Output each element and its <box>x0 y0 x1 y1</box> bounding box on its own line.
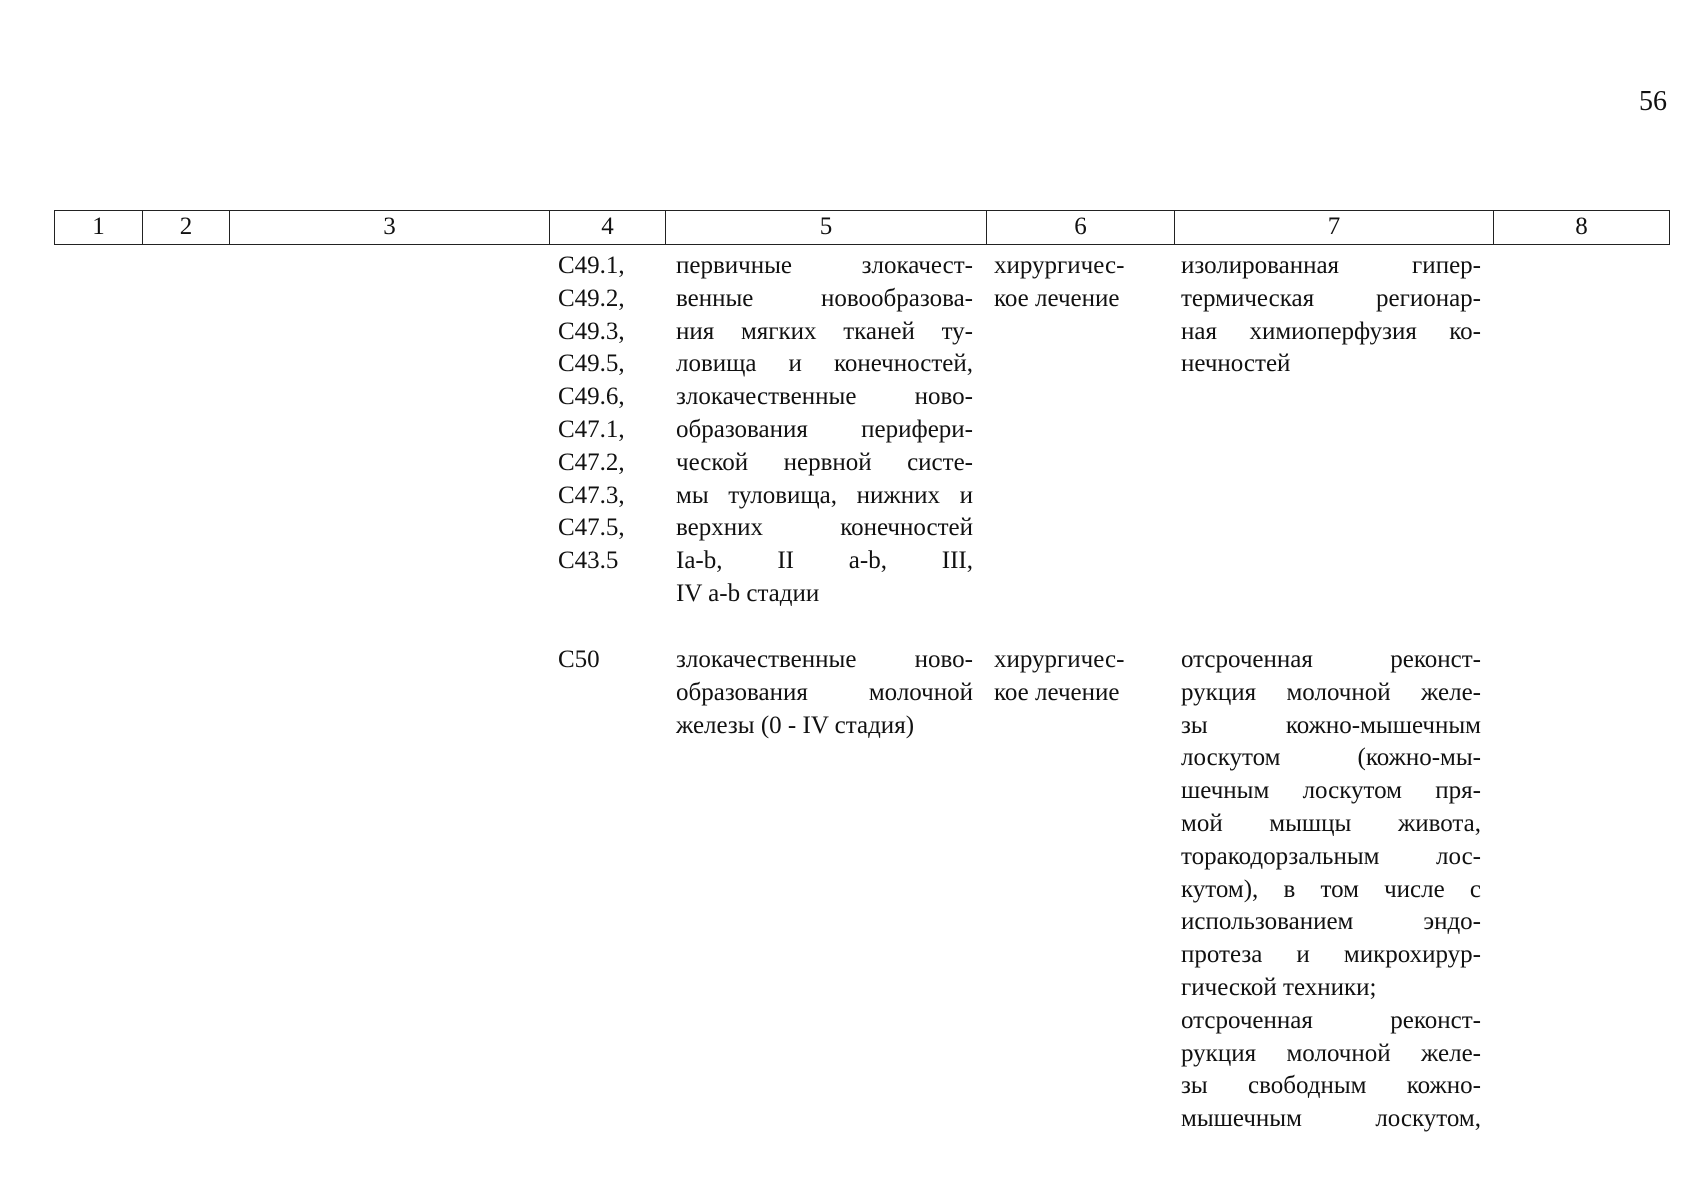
diagnosis-cell <box>676 250 973 611</box>
treatment-line: кое лечение <box>994 284 1120 312</box>
table-header-row <box>54 210 1670 245</box>
method-line: мышечным лоскутом, <box>1181 1105 1481 1133</box>
method-line: рукция молочной желе- <box>1181 1039 1481 1067</box>
icd-code: C47.1, <box>558 415 625 443</box>
method-line: лоскутом (кожно-мы- <box>1181 744 1481 772</box>
method-line: использованием эндо- <box>1181 908 1481 936</box>
diagnosis-cell <box>676 644 973 742</box>
diagnosis-line: железы (0 - IV стадия) <box>676 711 915 739</box>
icd-code: C43.5 <box>558 547 619 575</box>
icd-code: C49.6, <box>558 383 625 411</box>
method-line: протеза и микрохирур- <box>1181 941 1481 969</box>
column-number-6: 6 <box>986 211 1174 244</box>
column-number-2: 2 <box>142 211 229 244</box>
treatment-line: хирургичес- <box>994 646 1125 673</box>
icd-code: C49.2, <box>558 284 625 312</box>
method-cell <box>1181 644 1481 1136</box>
method-line: ная химиоперфузия ко- <box>1181 317 1481 345</box>
method-line: отсроченная реконст- <box>1181 1006 1481 1034</box>
icd-codes-cell <box>558 250 658 578</box>
method-line: кутом), в том числе с <box>1181 875 1481 903</box>
method-line: гической техники; <box>1181 973 1377 1001</box>
method-line: рукция молочной желе- <box>1181 678 1481 706</box>
icd-code: C47.2, <box>558 448 625 476</box>
method-line: нечностей <box>1181 350 1291 378</box>
icd-code: C49.3, <box>558 317 625 345</box>
method-line: отсроченная реконст- <box>1181 646 1481 673</box>
column-number-1: 1 <box>92 213 105 240</box>
diagnosis-line: ловища и конечностей, <box>676 350 973 378</box>
diagnosis-line: образования молочной <box>676 678 973 706</box>
treatment-cell <box>994 250 1160 316</box>
diagnosis-line: венные новообразова- <box>676 284 973 312</box>
method-line: термическая регионар- <box>1181 284 1481 312</box>
icd-code: C50 <box>558 646 600 673</box>
diagnosis-line: образования перифери- <box>676 415 973 443</box>
diagnosis-line: злокачественные ново- <box>676 646 973 673</box>
diagnosis-line: верхних конечностей <box>676 514 973 542</box>
method-line: мой мышцы живота, <box>1181 809 1481 837</box>
column-number-7: 7 <box>1174 211 1493 244</box>
method-line: изолированная гипер- <box>1181 252 1481 279</box>
icd-code: C47.3, <box>558 481 625 509</box>
page-number: 56 <box>1639 86 1667 117</box>
method-cell <box>1181 250 1481 381</box>
icd-code: C49.5, <box>558 350 625 378</box>
icd-code: C49.1, <box>558 252 625 279</box>
column-number-4: 4 <box>549 211 665 244</box>
method-line: торакодорзальным лос- <box>1181 842 1481 870</box>
method-line: шечным лоскутом пря- <box>1181 777 1481 805</box>
treatment-cell <box>994 644 1160 710</box>
method-line: зы кожно-мышечным <box>1181 711 1481 739</box>
diagnosis-line: злокачественные ново- <box>676 383 973 411</box>
method-line: зы свободным кожно- <box>1181 1072 1481 1100</box>
icd-codes-cell <box>558 644 658 677</box>
column-number-5: 5 <box>665 211 986 244</box>
diagnosis-line: ческой нервной систе- <box>676 448 973 476</box>
diagnosis-line: первичные злокачест- <box>676 252 973 279</box>
diagnosis-line: Ia-b, II a-b, III, <box>676 547 973 575</box>
column-number-3: 3 <box>229 211 549 244</box>
treatment-line: хирургичес- <box>994 252 1125 279</box>
diagnosis-line: IV a-b стадии <box>676 579 820 607</box>
column-number-8: 8 <box>1493 211 1669 244</box>
diagnosis-line: ния мягких тканей ту- <box>676 317 973 345</box>
diagnosis-line: мы туловища, нижних и <box>676 481 973 509</box>
treatment-line: кое лечение <box>994 678 1120 706</box>
icd-code: C47.5, <box>558 514 625 542</box>
